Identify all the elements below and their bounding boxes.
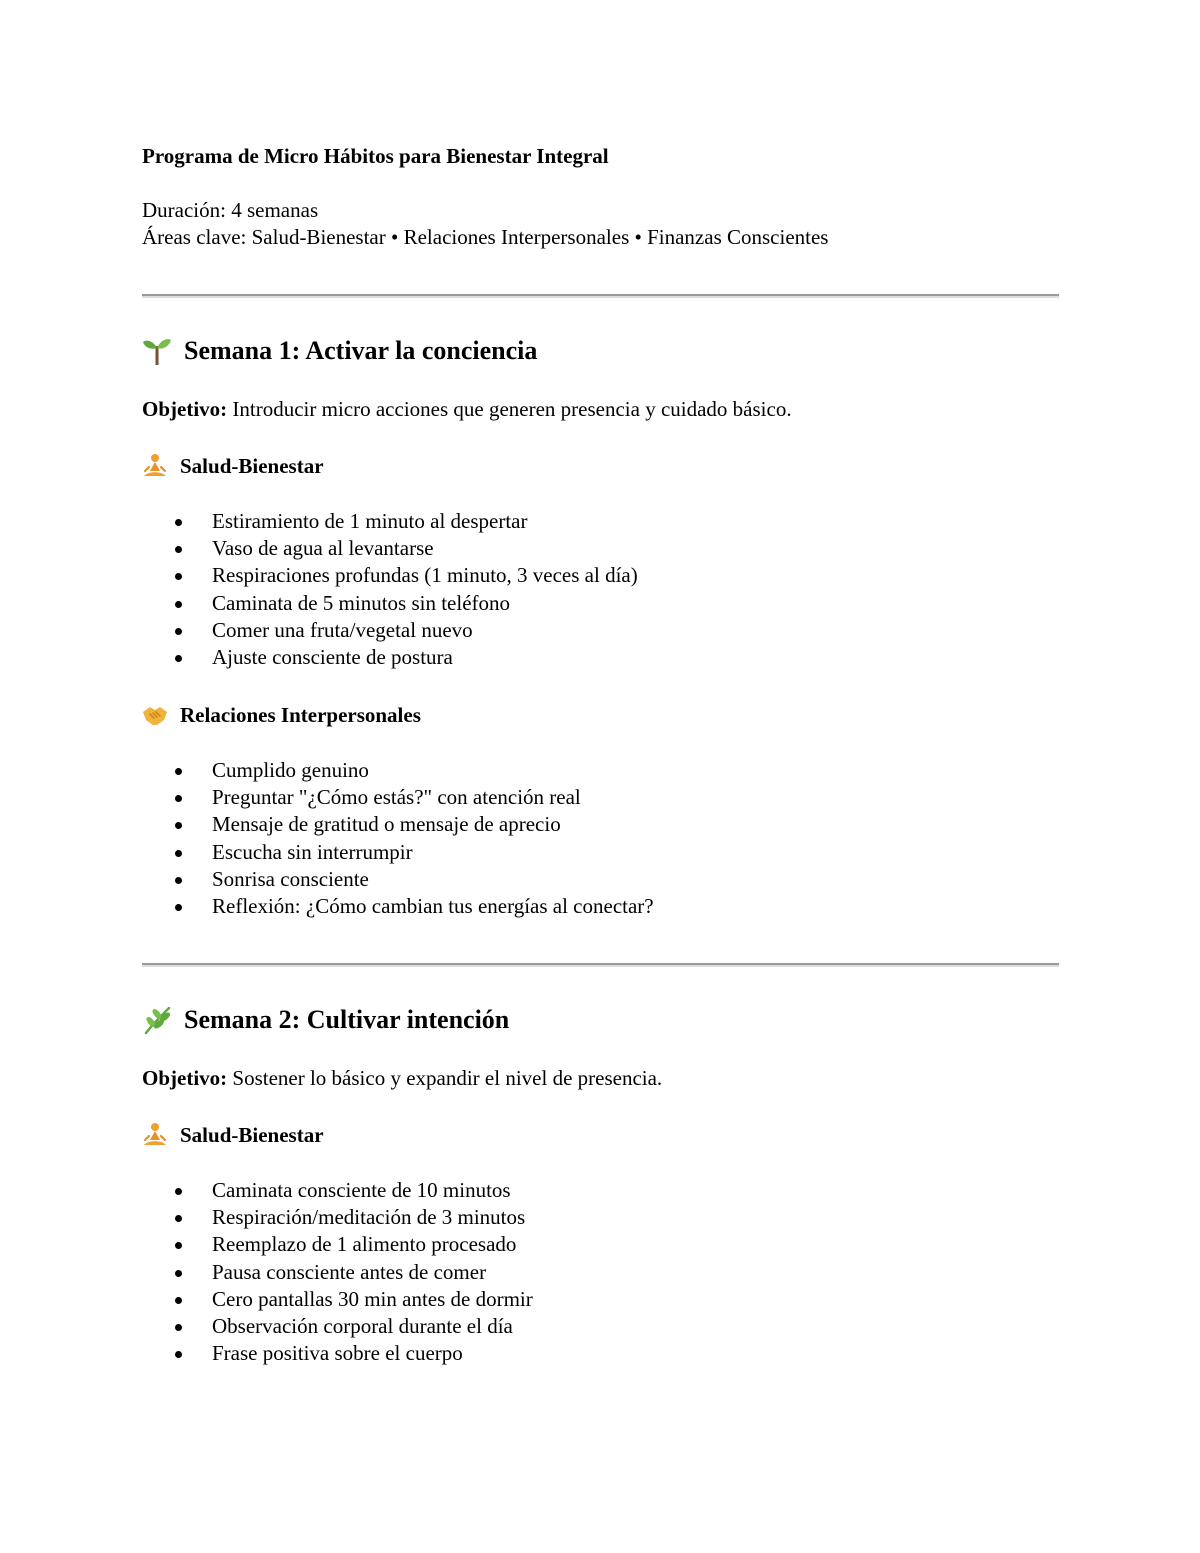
list-item: Vaso de agua al levantarse [142,535,638,562]
week-1-title: Semana 1: Activar la conciencia [184,336,538,365]
document-page [142,0,1060,1553]
list-item: Caminata de 5 minutos sin teléfono [142,590,638,617]
seedling-icon [142,336,172,366]
handshake-icon [142,702,168,728]
herb-icon [142,1005,172,1035]
person-in-lotus-position-icon [142,453,168,479]
list-item: Respiración/meditación de 3 minutos [142,1204,533,1231]
list-item: Caminata consciente de 10 minutos [142,1177,533,1204]
horizontal-divider [142,963,1059,967]
objective-label: Objetivo: [142,397,228,421]
list-item: Frase positiva sobre el cuerpo [142,1340,533,1367]
week-1-relations-list [142,757,654,920]
list-item: Reemplazo de 1 alimento procesado [142,1231,533,1258]
objective-text: Introducir micro acciones que generen presencia y cuidado básico. [227,397,792,421]
list-item: Respiraciones profundas (1 minuto, 3 veces al día) [142,562,638,589]
week-1-heading [142,334,537,368]
list-item: Ajuste consciente de postura [142,644,638,671]
week-1-health-heading [142,452,324,480]
week-2-heading [142,1003,509,1037]
week-1-health-list [142,508,638,671]
key-areas: Áreas clave: Salud-Bienestar • Relaciones Interpersonales • Finanzas Conscientes [142,225,829,249]
list-item: Pausa consciente antes de comer [142,1259,533,1286]
horizontal-divider [142,294,1059,298]
week-1-objective [142,395,792,423]
week-2-health-list [142,1177,533,1367]
list-item: Mensaje de gratitud o mensaje de aprecio [142,811,654,838]
program-duration: Duración: 4 semanas [142,198,319,222]
week-2-objective [142,1064,662,1092]
list-item: Estiramiento de 1 minuto al despertar [142,508,638,535]
document-title: Programa de Micro Hábitos para Bienestar Integral [142,144,609,168]
objective-text: Sostener lo básico y expandir el nivel de presencia. [227,1066,663,1090]
list-item: Cero pantallas 30 min antes de dormir [142,1286,533,1313]
person-in-lotus-position-icon [142,1122,168,1148]
week-2-health-heading [142,1121,324,1149]
list-item: Reflexión: ¿Cómo cambian tus energías al conectar? [142,893,654,920]
list-item: Escucha sin interrumpir [142,839,654,866]
list-item: Sonrisa consciente [142,866,654,893]
section-title: Salud-Bienestar [180,1123,324,1147]
list-item: Cumplido genuino [142,757,654,784]
week-2-title: Semana 2: Cultivar intención [184,1005,510,1034]
list-item: Preguntar "¿Cómo estás?" con atención real [142,784,654,811]
objective-label: Objetivo: [142,1066,228,1090]
section-title: Relaciones Interpersonales [180,703,421,727]
section-title: Salud-Bienestar [180,454,324,478]
list-item: Comer una fruta/vegetal nuevo [142,617,638,644]
week-1-relations-heading [142,701,421,729]
list-item: Observación corporal durante el día [142,1313,533,1340]
